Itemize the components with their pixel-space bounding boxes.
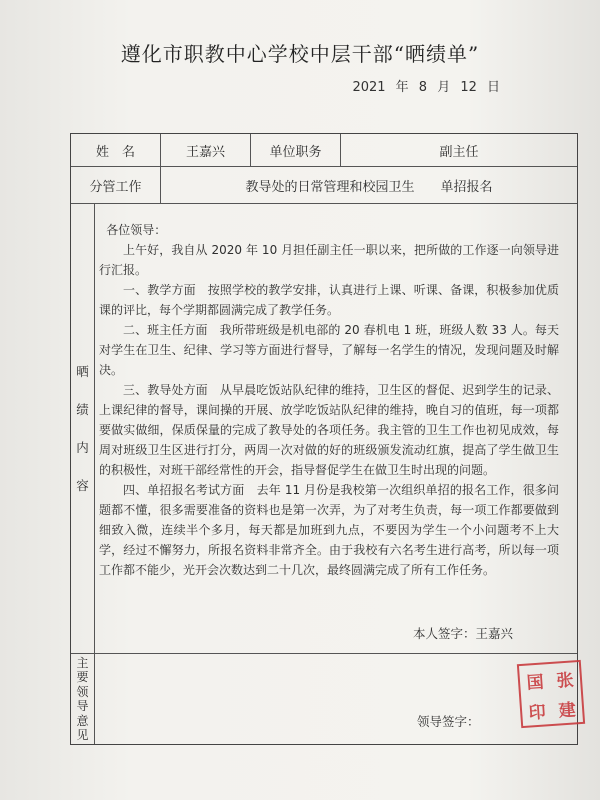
duty-value: 教导处的日常管理和校园卫生 单招报名 (245, 179, 493, 195)
seal-char: 国 (525, 672, 545, 694)
document-date: 2021 年 8 月 12 日 (352, 80, 500, 95)
opinion-label-char: 导 (76, 699, 89, 713)
duty-label: 分管工作 (71, 167, 161, 203)
position-label: 单位职务 (251, 134, 341, 166)
position-value: 副主任 (439, 144, 479, 160)
content-paragraph: 三、教导处方面 从早晨吃饭站队纪律的维持，卫生区的督促、迟到学生的记录、上课纪律的督导，课间操的开展、放学吃饭站队纪律的维持，晚自习的值班，每一项都要做实做细，保质保量的完成了教导处的各项任务。我主管的卫生工作也初见成效，每周对班级卫生区进行打分，两周一次对做的好的班级颁发流动红旗，提高了学生做卫生的积极性，对班干部经常性的开会，指导督促学生在做卫生时出现的问题。 (99, 383, 559, 477)
opinion-label-cell (71, 654, 95, 744)
seal-char: 张 (555, 669, 575, 692)
seal-char: 建 (558, 699, 577, 721)
opinion-label (76, 656, 88, 743)
opinion-label-char: 主 (76, 655, 89, 670)
content-paragraph: 四、单招报名考试方面 去年 11 月份是我校第一次组织单招的报名工作，很多问题都不懂，很多需要准备的资料也是第一次弄，为了对考生负责，每一项工作都要做到细致入微，连续半个多月，每天都是加班到九点，不要因为学生一个小问题考不上大学，经过不懈努力，所报名资料非常齐全。由于我校有六名考生进行高考，所以每一项工作都不能少，光开会次数达到二十几次，最终圆满完成了所有工作任务。 (99, 483, 559, 577)
opinion-label-char: 要 (76, 670, 89, 684)
content-paragraph: 一、教学方面 按照学校的教学安排，认真进行上课、听课、备课，积极参加优质课的评比，每个学期都圆满完成了教学任务。 (99, 283, 559, 317)
opinion-label-char: 意 (76, 713, 89, 728)
duty-row (71, 167, 577, 204)
leader-signature: 领导签字： (417, 714, 480, 729)
content-label-char: 内 (76, 439, 89, 455)
content-paragraph: 上午好，我自从 2020 年 10 月担任副主任一职以来，把所做的工作逐一向领导进行汇报。 (99, 243, 559, 277)
name-value: 王嘉兴 (161, 134, 251, 166)
content-label-char: 绩 (76, 401, 89, 417)
content-label (76, 353, 89, 505)
seal-char: 印 (528, 701, 547, 724)
name-label: 姓 名 (71, 134, 161, 166)
opinion-label-char: 见 (76, 728, 89, 742)
content-label-char: 晒 (76, 363, 89, 379)
report-form (70, 133, 578, 745)
content-paragraph: 二、班主任方面 我所带班级是机电部的 20 春机电 1 班，班级人数 33 人。每天对学生在卫生、纪律、学习等方面进行督导，了解每一名学生的情况，发现问题及时解决。 (99, 323, 559, 377)
content-greeting: 各位领导： (106, 223, 167, 237)
name-row (71, 134, 577, 167)
document-title: 遵化市职教中心学校中层干部“晒绩单” (120, 42, 480, 66)
opinion-row (71, 654, 577, 744)
content-label-char: 容 (76, 477, 89, 493)
content-label-cell (71, 204, 95, 653)
seal-stamp (517, 660, 585, 728)
opinion-label-char: 领 (76, 684, 89, 699)
report-content (99, 220, 559, 580)
self-signature: 本人签字：王嘉兴 (413, 626, 514, 641)
